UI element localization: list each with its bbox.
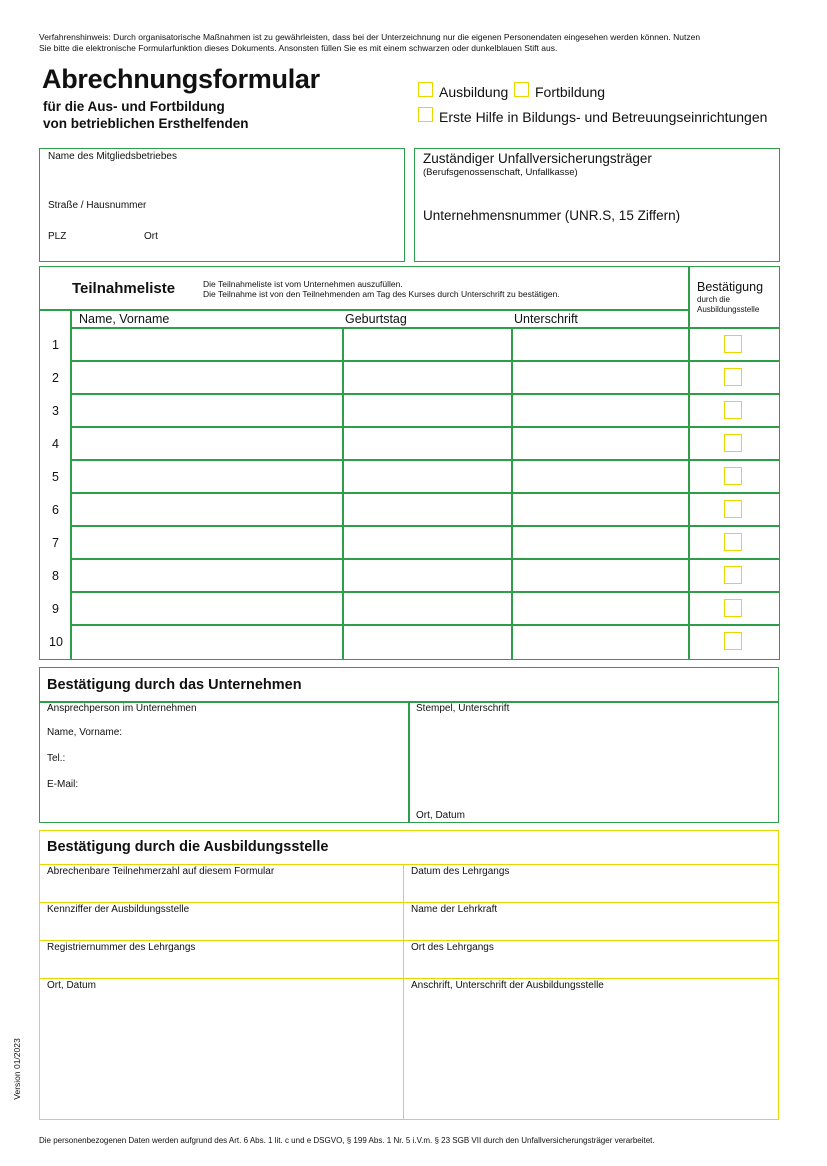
row-number: 7 [52,536,59,550]
training-place-date-label: Ort, Datum [47,980,96,991]
ausbildung-checkbox[interactable] [418,82,433,97]
row-number: 5 [52,470,59,484]
row-number: 6 [52,503,59,517]
training-confirmation-title: Bestätigung durch die Ausbildungsstelle [47,839,329,855]
erste-hilfe-label: Erste Hilfe in Bildungs- und Betreuungseinrichtungen [439,109,768,125]
confirm-checkbox[interactable] [724,500,742,518]
participants-note-2: Die Teilnahme ist von den Teilnehmenden am Tag des Kurses durch Unterschrift zu bestätigen. [203,289,560,299]
participants-note-1: Die Teilnahmeliste ist vom Unternehmen auszufüllen. [203,279,403,289]
training-signature-label: Anschrift, Unterschrift der Ausbildungsstelle [411,980,604,991]
contact-label: Ansprechperson im Unternehmen [47,703,197,714]
page-subtitle [43,98,249,132]
tel-label: Tel.: [47,753,66,764]
privacy-footer: Die personenbezogenen Daten werden aufgrund des Art. 6 Abs. 1 lit. c und e DSGVO, § 199 Abs. 1 Nr. 5 i.V.m. § 23 SGB VII durch den Unfallversicherungsträger verarbeitet. [39,1136,655,1145]
confirm-checkbox[interactable] [724,533,742,551]
insurer-box [414,148,780,262]
confirm-checkbox[interactable] [724,632,742,650]
confirm-column-title: Bestätigung [697,280,764,294]
place-date-label: Ort, Datum [416,810,465,821]
company-name-label: Name des Mitgliedsbetriebes [48,151,177,162]
erste-hilfe-checkbox[interactable] [418,107,433,122]
course-location-label: Ort des Lehrgangs [411,942,494,953]
row-number: 3 [52,404,59,418]
signature-input[interactable] [513,329,687,359]
email-label: E-Mail: [47,779,79,790]
plz-label: PLZ [48,231,67,242]
confirm-checkbox[interactable] [724,434,742,452]
column-signature: Unterschrift [514,312,578,326]
confirm-checkbox[interactable] [724,566,742,584]
row-number: 9 [52,602,59,616]
fortbildung-checkbox[interactable] [514,82,529,97]
column-birthday: Geburtstag [345,312,407,326]
instructor-name-label: Name der Lehrkraft [411,904,498,915]
ausbildung-label: Ausbildung [439,84,509,100]
training-center-id-label: Kennziffer der Ausbildungsstelle [47,904,190,915]
confirm-checkbox[interactable] [724,599,742,617]
confirm-column-subtitle [697,295,759,315]
confirm-checkbox[interactable] [724,467,742,485]
confirm-checkbox[interactable] [724,401,742,419]
contact-name-label: Name, Vorname: [47,727,123,738]
company-box [39,148,405,262]
row-number: 1 [52,338,59,352]
street-label: Straße / Hausnummer [48,200,147,211]
row-number: 8 [52,569,59,583]
subtitle-line-2: von betrieblichen Ersthelfenden [43,116,249,131]
confirm-sub-1: durch die [697,295,730,304]
row-number: 2 [52,371,59,385]
page-title: Abrechnungsformular [42,64,320,94]
name-input[interactable] [72,329,341,359]
participants-title: Teilnahmeliste [72,280,176,297]
notice-line-1: Verfahrenshinweis: Durch organisatorische Maßnahmen ist zu gewährleisten, dass bei der Unterzeichnung nur die eigenen Personendaten eingesehen werden können. Nutzen [39,32,701,42]
ort-label: Ort [144,231,158,242]
confirm-checkbox[interactable] [724,335,742,353]
course-registration-label: Registriernummer des Lehrgangs [47,942,196,953]
participant-count-label: Abrechenbare Teilnehmerzahl auf diesem Formular [47,866,275,877]
notice-line-2: Sie bitte die elektronische Formularfunktion dieses Dokuments. Ansonsten füllen Sie es mit einem schwarzen oder dunkelblauen Stift aus. [39,43,558,53]
fortbildung-label: Fortbildung [535,84,606,100]
company-number-label: Unternehmensnummer (UNR.S, 15 Ziffern) [423,208,681,223]
stamp-label: Stempel, Unterschrift [416,703,510,714]
subtitle-line-1: für die Aus- und Fortbildung [43,99,225,114]
insurer-subtitle: (Berufsgenossenschaft, Unfallkasse) [423,167,578,178]
column-name: Name, Vorname [79,312,170,326]
company-confirmation-title: Bestätigung durch das Unternehmen [47,677,302,693]
procedure-notice [39,32,799,54]
confirm-checkbox[interactable] [724,368,742,386]
participants-note [203,279,560,299]
row-number: 10 [49,635,63,649]
version-label: Version 01/2023 [12,1038,22,1100]
row-number: 4 [52,437,59,451]
birthday-input[interactable] [344,329,510,359]
insurer-title: Zuständiger Unfallversicherungsträger [423,151,652,166]
confirm-sub-2: Ausbildungsstelle [697,305,760,314]
course-date-label: Datum des Lehrgangs [411,866,510,877]
